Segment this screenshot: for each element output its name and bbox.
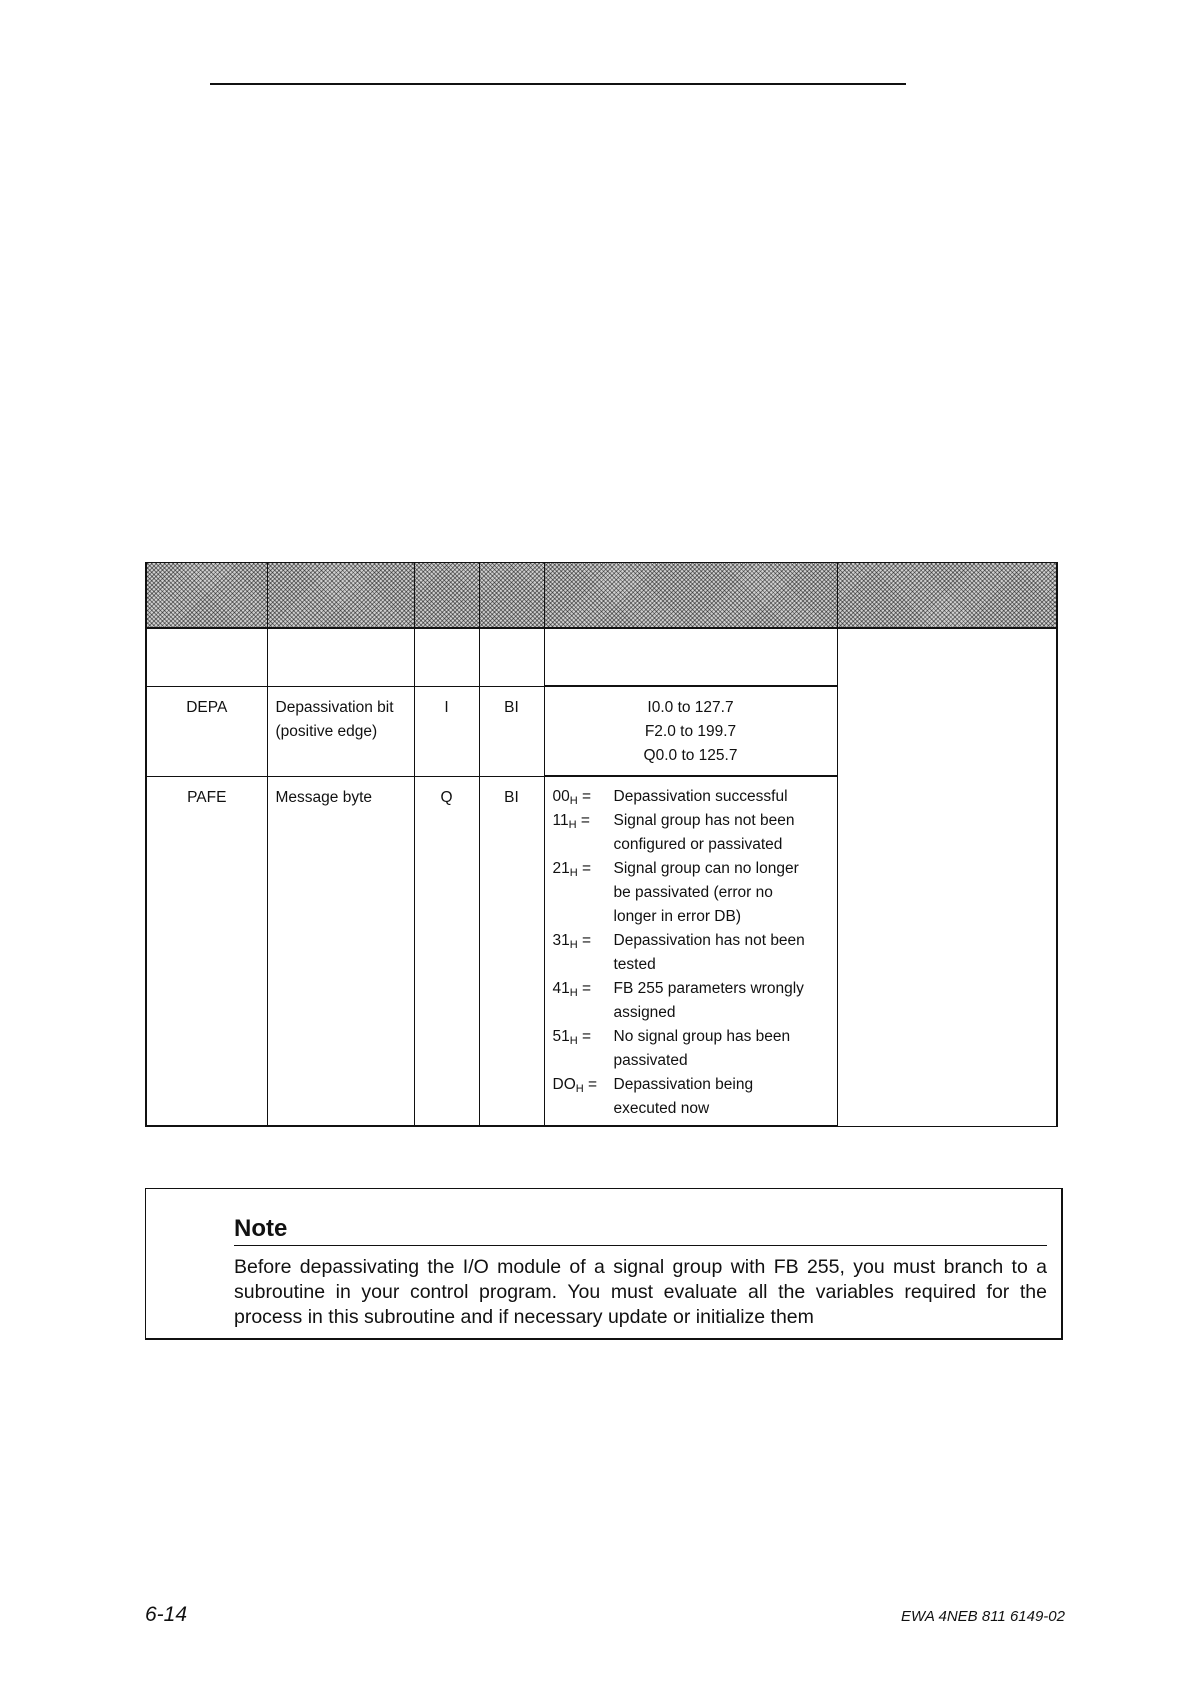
message-code-item: $DO_H$ = Depassivation being executed now — [552, 1076, 754, 1117]
header-cell — [544, 563, 837, 629]
param-type: Q — [440, 788, 453, 806]
param-description: Message byte — [275, 788, 372, 806]
header-cell — [837, 563, 1057, 629]
page-number: 6-14 — [145, 1603, 188, 1626]
header-cell — [479, 563, 544, 629]
note-title: Note — [234, 1214, 1047, 1246]
top-rule — [210, 83, 906, 85]
message-code-item: $51_H$ = No signal group has been passivated — [552, 1028, 791, 1069]
header-cell — [267, 563, 414, 629]
param-data-type: BI — [504, 698, 519, 716]
message-code-item: $41_H$ = FB 255 parameters wrongly assigned — [552, 980, 804, 1021]
message-code-list — [545, 777, 837, 1125]
document-id: EWA 4NEB 811 6149-02 — [901, 1608, 1065, 1625]
header-cell — [146, 563, 267, 629]
param-name: DEPA — [186, 698, 228, 716]
param-range: I0.0 to 127.7 F2.0 to 199.7 Q0.0 to 125.7 — [643, 699, 738, 764]
parameter-table — [145, 562, 1058, 1127]
param-type: I — [444, 698, 449, 716]
message-code-item: $00_H$ = Depassivation successful — [552, 788, 788, 807]
message-code-item: $21_H$ = Signal group can no longer be passivated (error no longer in error DB) — [552, 860, 799, 925]
note-body: Before depassivating the I/O module of a signal group with FB 255, you must branch to a subroutine in your control program. You must evaluate all the variables required for the process in this subroutine and if necessary update or initialize them — [234, 1256, 1047, 1328]
table-blank-row — [146, 628, 1057, 686]
message-code-item: $11_H$ = Signal group has not been configured or passivated — [552, 812, 795, 853]
param-data-type: BI — [504, 788, 519, 806]
note-box — [145, 1188, 1063, 1340]
param-name: PAFE — [187, 788, 227, 806]
header-cell — [414, 563, 479, 629]
table-header-row — [146, 563, 1057, 629]
message-code-item: $31_H$ = Depassivation has not been tested — [552, 932, 805, 973]
empty-column-cell — [837, 628, 1057, 1126]
param-description: Depassivation bit (positive edge) — [275, 698, 394, 740]
